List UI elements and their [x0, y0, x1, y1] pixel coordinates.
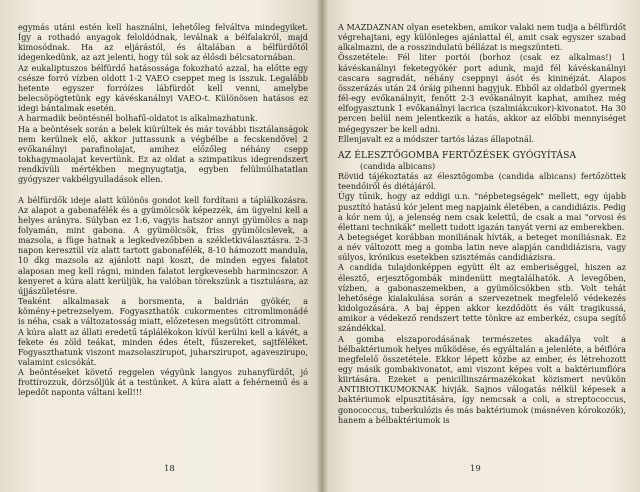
section-subheading: (candida albicans)	[360, 160, 436, 171]
paragraph: Úgy tűnik, hogy az eddigi u.n. "népbetegségek" mellett, egy újabb pusztító hatású kór jelent meg napjaink életében, a candidiázis. Pedig a kór nem új, a jelenség nem csak kelettű, de csak a mai "orvosi és élettani technikák" mellett tudott igazán tanyát verni az emberekben.	[338, 191, 626, 232]
page-number-left: 18	[164, 463, 175, 474]
paragraph: Röviid tájékoztatás az élesztőgomba (candida albicans) fertőzöttek teendőiről és diétájáról.	[338, 171, 626, 192]
paragraph: A MAZDAZNAN olyan esetekben, amikor valaki nem tudja a bélfürdőt végrehajtani, egy különleges ajánlattal él, amit csak egyszer szabad alkalmazni, de a rosszindulatú béllázat is megszünteti.	[338, 22, 626, 53]
right-page	[322, 0, 640, 492]
paragraph: A beöntéseket követő reggelen végyünk langyos zuhanyfürdőt, jó frottírozzuk, dörzsöljük át a testünket. A kúra alatt a fehérnemű és a lepedőt naponta váltani kell!!!	[18, 367, 308, 398]
paragraph: egymás utáni estén kell használni, lehetőleg felváltva mindegyiket. Így a rothadó anyagok feloldódnak, leválnak a bélfalakról, majd kimosódnak. Ha az eljárástól, és általában a bélfürdőtől idegenkedünk, az azt jelenti, hogy túl sok az élősdi bélcsatornában.	[18, 22, 308, 63]
right-page-text	[338, 22, 626, 425]
paragraph: Az eukaliptuszos bélfürdő hatásossága fokozható azzal, ha előtte egy csésze forró vízben oldott 1-2 VAEO cseppet meg is isszuk. Legalább hetente egyszer forróízes lábfürdőt kell venni, amelybe belecsöpögtetünk egy kávéskanálnyi VAEO-t. Különösen hatásos ez idegi bántalmak esetén.	[18, 62, 308, 114]
book-gutter	[316, 0, 328, 492]
section-heading: AZ ÉLESZTŐGOMBA FERTŐZÉSEK GYÓGYÍTÁSA	[338, 149, 577, 161]
paragraph: A harmadik beöntésnél bolhafű-oldatot is alkalmazhatunk.	[18, 113, 258, 124]
paragraph: A bélfürdők ideje alatt különös gondot kell fordítani a táplálkozásra. Az alapot a gabonafélék és a gyümölcsök képezzék, ám ügyelni kell a helyes arányra. Súlyban ez 1:6, vagyis hatszor annyi gyümölcs a nap folyamán, mint gabona. A gyümölcsök, friss gyümölcslevek, a mazsola, a füge hatnak a legkedvezőbben a székletkiválasztásra. 2-3 napon keresztül víz alatt tartott gabonafélék, 8-10 hámozott mandula, 10 dkg mazsola az ajánlott napi koszt, de minden egyes falatot alaposan meg kell rágni, minden falatot lergkevesebb harmincszor. A kenyeret a kúra alatt kerüljük, ha valóban törekszünk a tisztulásra, az újjászületésre.	[18, 194, 308, 296]
paragraph: Ellenjavalt ez a módszer tartós lázas állapotnál.	[338, 133, 535, 144]
paragraph: Összetétele: Fél liter portói (borhoz (csak ez alkalmas!) 1 kávéskanálnyi feketegyökér port adunk, majd fél kávéskanálnyi cascara sagradát, néhány cseppnyi ásót és kininéjzát. Alapos összerázás után 24 óráig pihenni hagyjuk. Ebből az oldatból gyermek fél-egy evőkanálnyit, fenőtt 2-3 evőkanálnyit kaphat, amihez még elfogyasztunk 1 evőkanálnyi lacrica (szalmiákcukor)-kivonatot. Ha 30 percen belül nem jelentkezik a hatás, akkor az előbbi mennyiséget mégegyszer be kell adni.	[338, 52, 626, 134]
left-page-text	[18, 22, 308, 398]
page-number-right: 19	[470, 463, 481, 474]
paragraph: A kúra alatt az állati eredetű táplálékokon kívül kerülni kell a kávét, a fekete és zöld teákat, minden édes ételt, fűszereket, sajtféléket. Fogyaszthatunk viszont mazsolaszirupot, juharszirupot, agaveszirupo, valamint csicsókát.	[18, 326, 308, 367]
paragraph: Teaként alkalmasak a borsmenta, a baldrián gyökér, a kömény+petrezselyem. Fogyaszthatók cukormentes citromlimonádé is néha, csak a változatosság miatt, előzetesen megsütött citrommal.	[18, 296, 308, 327]
paragraph: A gomba elszaporodásának természetes akadálya volt a bélbaktériumok helyes működése, és egyáltalán a jelenléte, a béiflóra megfelelő összetétele. Ekkor lépett közbe az ember, és létrehozott egy másik gombakivonatot, ami viszont képes volt a baktériumflóra kiirtására. Ezeket a penicillinszármazékokat közismert nevükön ANTIBIOTIKUMOKNAK hívják. Sajnos válogatás nélkül képesek a baktériumok elpusztítására, így nemcsak a coli, a streptococcus, gonococcus, tuberkulózis és más baktériumok (másnéven kórokozók), hanem a bélbaktériumok is	[338, 333, 626, 425]
paragraph-gap	[18, 185, 308, 195]
paragraph: A candida tulajdonképpen együtt élt az emberiséggel, hiszen az élesztő, erjesztőgombák mindenütt megtalálhatók. A levegőben, vízben, a gabonaszemekben, a gyümölcsökben stb. Volt tehát lehetősége kialakulása során a szervezetnek megfelelő védekezés kidolgozására. A baj éppen akkor kezdődött és vált tragikussá, amikor a védekező rendszert tette tönkre az emberkéz, csupa segítő szándékkal.	[338, 262, 626, 334]
paragraph: A betegséget korábban moniliának hívták, a beteget moniliásnak. Ez a név változott meg a gomba latin neve alapján candidiázisra, vagy súlyos, krónikus esetekben szisztémás candidiázisra.	[338, 231, 626, 263]
paragraph: Ha a beöntések során a belek kiürültek és már további tisztálanságok nem kerülnek elő, akkor juttassunk a végbélbe a fecskendővel 2 evőkanálnyi parafinolajat, amihez előzőleg néhány csepp tokhagymaolajat kevertünk. Ez az oldat a szimpatikus idegrendszert rendkívüli mértékben megnyugtatja, egyben felülmúlhatatlan gyógyszer vakbélgyulladások ellen.	[18, 123, 308, 185]
